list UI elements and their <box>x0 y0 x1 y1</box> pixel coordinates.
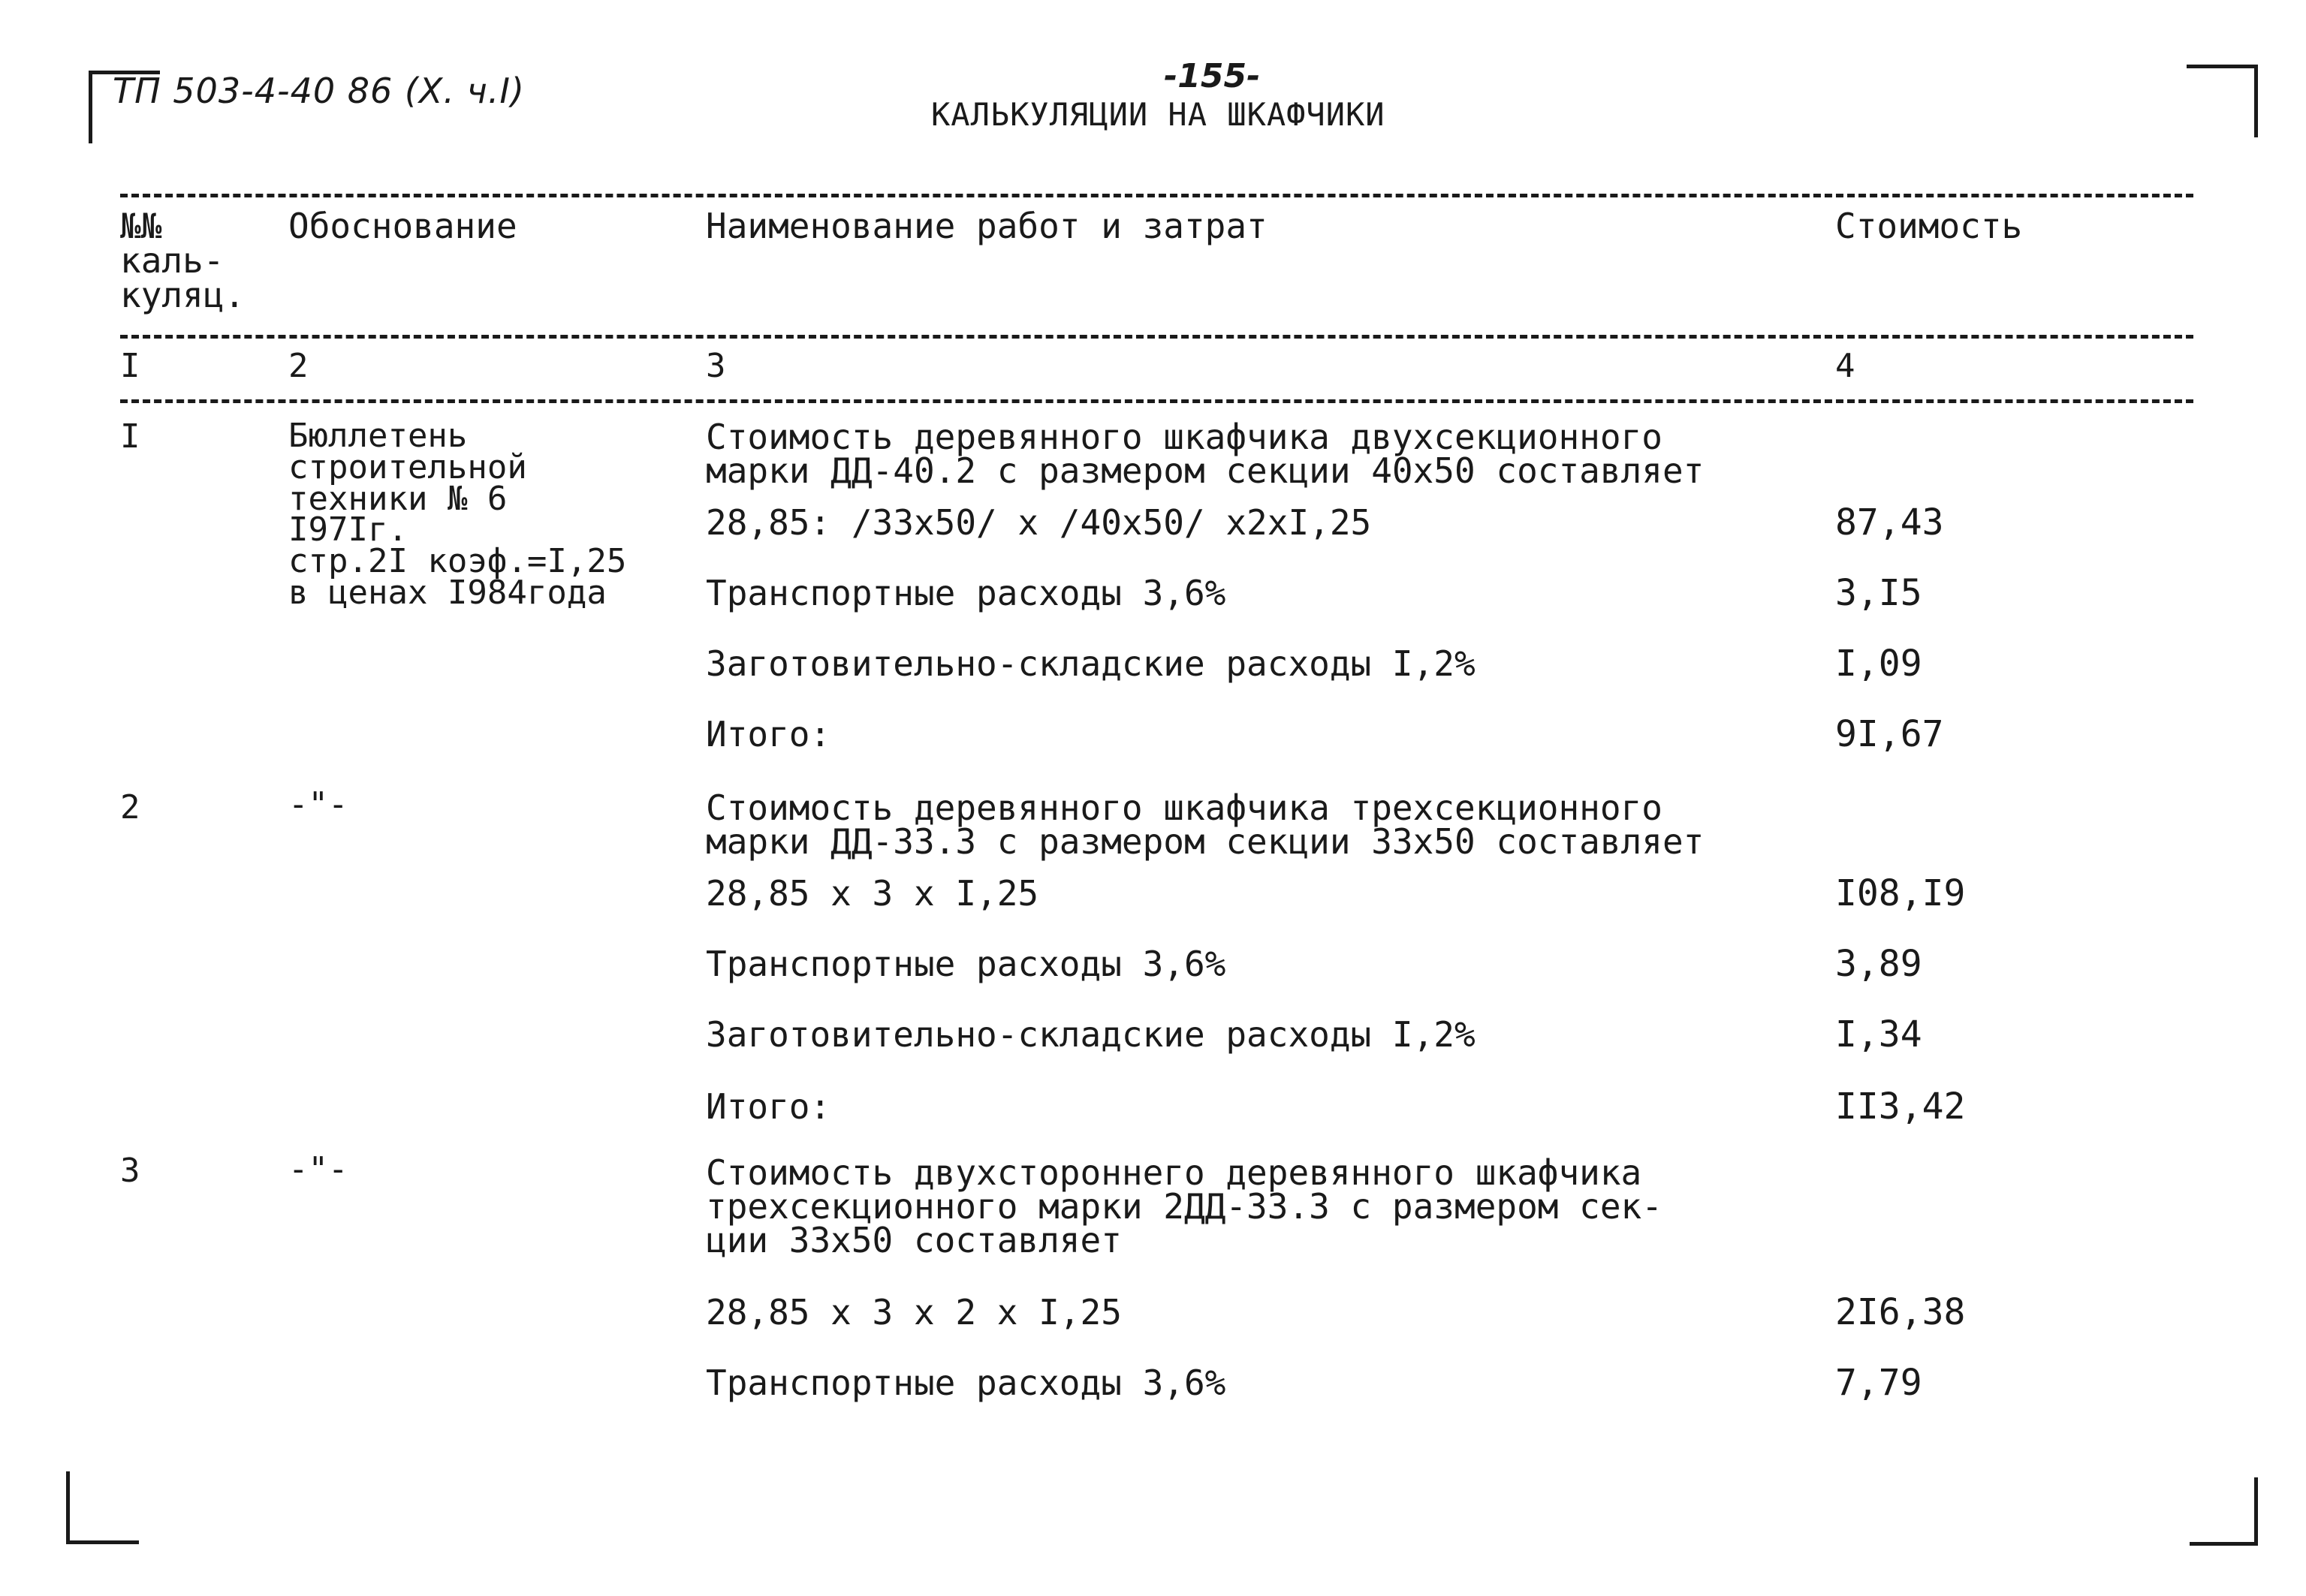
calc-number: 3 <box>120 1152 140 1190</box>
calc-description: Транспортные расходы 3,6% <box>706 1363 1226 1403</box>
calc-description: Транспортные расходы 3,6% <box>706 944 1226 984</box>
calc-cost: 2I6,38 <box>1835 1291 1966 1333</box>
corner-mark-bottom-left <box>66 1471 139 1544</box>
header-basis: Обоснование <box>288 206 517 246</box>
calc-description: Заготовительно-складские расходы I,2% <box>706 643 1476 684</box>
table-rule-header <box>120 335 2193 339</box>
corner-mark-bottom-right <box>2190 1477 2258 1546</box>
calc-number: 2 <box>120 788 140 827</box>
calc-basis: Бюллетень строительной техники № 6 I97Iг. стр.2I коэф.=I,25 в ценах I984года <box>288 417 627 612</box>
header-description: Наименование работ и затрат <box>706 206 1268 246</box>
calc-cost: II3,42 <box>1835 1086 1966 1128</box>
calc-cost: I,09 <box>1835 643 1922 685</box>
calc-description: Стоимость деревянного шкафчика трехсекционного марки ДД-33.3 с размером секции 33х50 составляет <box>706 787 1705 863</box>
calc-description: Итого: <box>706 1086 831 1127</box>
calc-cost: 9I,67 <box>1835 713 1944 755</box>
calc-description: Стоимость двухстороннего деревянного шкафчика трехсекционного марки 2ДД-33.3 с размером сек- ции 33х50 составляет <box>706 1152 1662 1261</box>
column-number: 2 <box>288 347 309 385</box>
calc-basis: -"- <box>288 1150 348 1188</box>
header-calc-number: №№ каль- куляц. <box>120 206 246 315</box>
document-code: ТП 503-4-40 86 (Х. ч.I) <box>113 71 525 111</box>
calc-description: 28,85 х 3 х I,25 <box>706 873 1039 914</box>
page-number: -155- <box>1164 57 1261 95</box>
column-number: 4 <box>1835 347 1855 385</box>
calc-description: 28,85: /33х50/ х /40х50/ х2хI,25 <box>706 502 1372 543</box>
calc-cost: I,34 <box>1835 1013 1922 1055</box>
page-title: КАЛЬКУЛЯЦИИ НА ШКАФЧИКИ <box>931 96 1385 133</box>
calc-description: Итого: <box>706 714 831 754</box>
calc-description: Стоимость деревянного шкафчика двухсекционного марки ДД-40.2 с размером секции 40х50 составляет <box>706 417 1705 492</box>
calc-number: I <box>120 417 140 456</box>
calc-description: 28,85 х 3 х 2 х I,25 <box>706 1292 1122 1333</box>
calc-cost: 3,89 <box>1835 943 1922 985</box>
column-number: 3 <box>706 347 726 385</box>
column-number: I <box>120 347 140 385</box>
table-rule-top <box>120 194 2193 197</box>
calc-cost: 7,79 <box>1835 1362 1922 1404</box>
calc-cost: 87,43 <box>1835 501 1944 544</box>
table-rule-body <box>120 399 2193 403</box>
calc-basis: -"- <box>288 785 348 824</box>
header-cost: Стоимость <box>1835 206 2023 246</box>
calc-description: Заготовительно-складские расходы I,2% <box>706 1014 1476 1055</box>
calc-cost: I08,I9 <box>1835 872 1966 914</box>
calc-description: Транспортные расходы 3,6% <box>706 573 1226 613</box>
corner-mark-top-right <box>2187 65 2258 137</box>
calc-cost: 3,I5 <box>1835 572 1922 614</box>
